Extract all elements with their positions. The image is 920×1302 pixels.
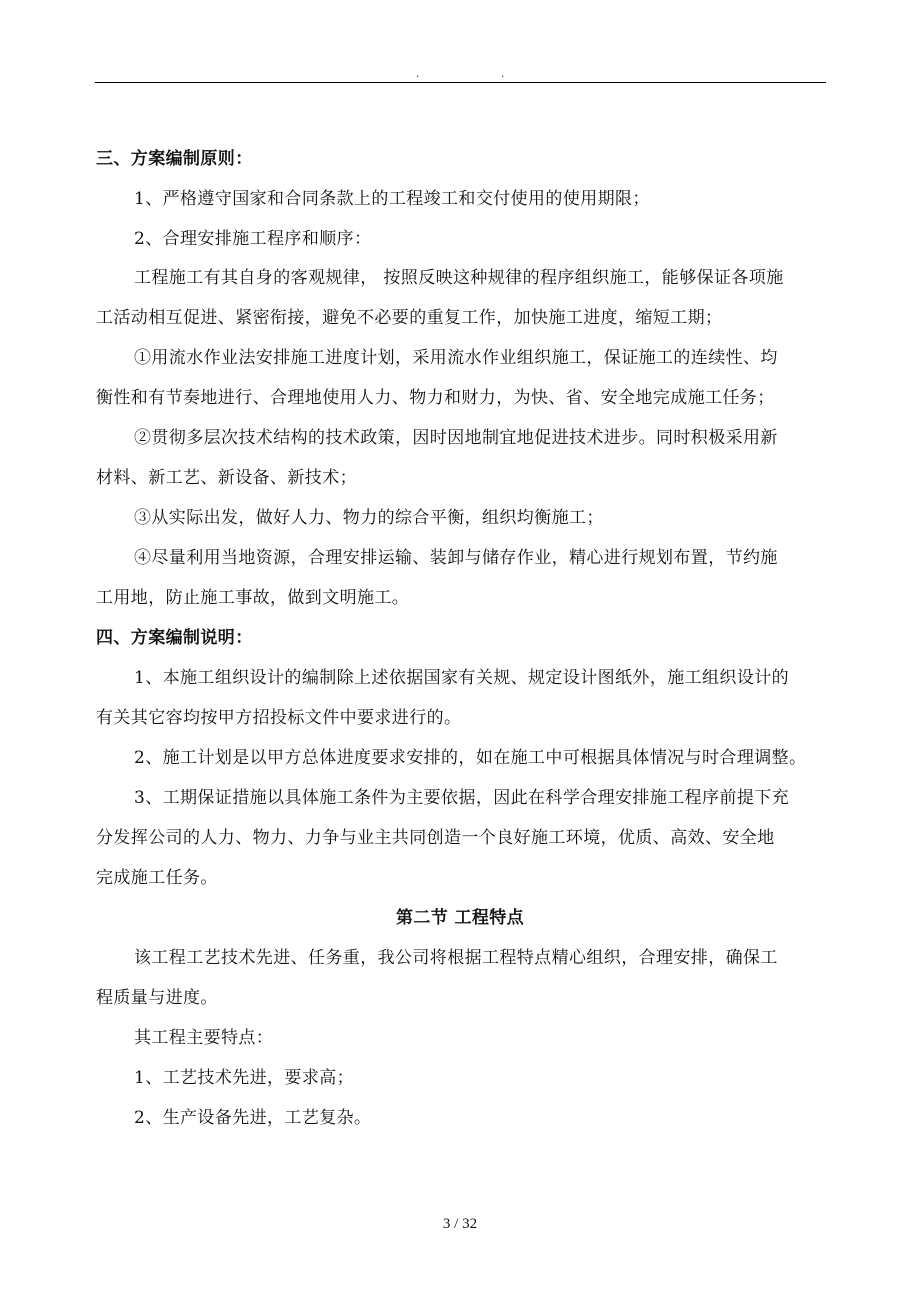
header-dot: . — [416, 69, 420, 80]
paragraph-line: 2、施工计划是以甲方总体进度要求安排的，如在施工中可根据具体情况与时合理调整。 — [134, 748, 807, 768]
section-heading: 三、方案编制原则： — [96, 149, 253, 169]
paragraph-line: 衡性和有节奏地进行、合理地使用人力、物力和财力，为快、省、安全地完成施工任务； — [96, 388, 775, 408]
paragraph-line: ③从实际出发，做好人力、物力的综合平衡，组织均衡施工； — [134, 508, 604, 528]
subsection-title: 第二节 工程特点 — [395, 908, 525, 928]
paragraph-line: ②贯彻多层次技术结构的技术政策，因时因地制宜地促进技术进步。同时积极采用新 — [134, 428, 778, 448]
paragraph-line: 1、本施工组织设计的编制除上述依据国家有关规、规定设计图纸外，施工组织设计的 — [134, 668, 790, 688]
paragraph-line: 2、生产设备先进，工艺复杂。 — [134, 1108, 372, 1128]
paragraph-line: 3、工期保证措施以具体施工条件为主要依据，因此在科学合理安排施工程序前提下充 — [134, 788, 790, 808]
paragraph-line: 工用地，防止施工事故，做到文明施工。 — [96, 588, 410, 608]
paragraph-line: 1、严格遵守国家和合同条款上的工程竣工和交付使用的使用期限； — [134, 189, 650, 209]
paragraph-line: 有关其它容均按甲方招投标文件中要求进行的。 — [96, 708, 462, 728]
paragraph-line: 材料、新工艺、新设备、新技术； — [96, 468, 357, 488]
paragraph-line: 该工程工艺技术先进、任务重，我公司将根据工程特点精心组织，合理安排，确保工 — [134, 948, 778, 968]
paragraph-line: 1、工艺技术先进，要求高； — [134, 1068, 355, 1088]
paragraph-line: ①用流水作业法安排施工进度计划，采用流水作业组织施工，保证施工的连续性、均 — [134, 348, 778, 368]
paragraph-line: 工程施工有其自身的客观规律， 按照反映这种规律的程序组织施工，能够保证各项施 — [134, 268, 784, 288]
paragraph-line: ④尽量利用当地资源，合理安排运输、装卸与储存作业，精心进行规划布置，节约施 — [134, 548, 778, 568]
page-number: 3 / 32 — [442, 1216, 478, 1232]
paragraph-line: 完成施工任务。 — [96, 868, 218, 888]
paragraph-line: 分发挥公司的人力、物力、力争与业主共同创造一个良好施工环境，优质、高效、安全地 — [96, 828, 775, 848]
paragraph-line: 工活动相互促进、紧密衔接，避免不必要的重复工作，加快施工进度，缩短工期； — [96, 308, 723, 328]
header-dot: . — [501, 69, 505, 80]
header-rule — [95, 82, 826, 83]
header-dots — [0, 70, 920, 80]
paragraph-line: 其工程主要特点： — [134, 1028, 274, 1048]
section-heading: 四、方案编制说明： — [96, 628, 253, 648]
paragraph-line: 程质量与进度。 — [96, 988, 218, 1008]
paragraph-line: 2、合理安排施工程序和顺序： — [134, 229, 372, 249]
